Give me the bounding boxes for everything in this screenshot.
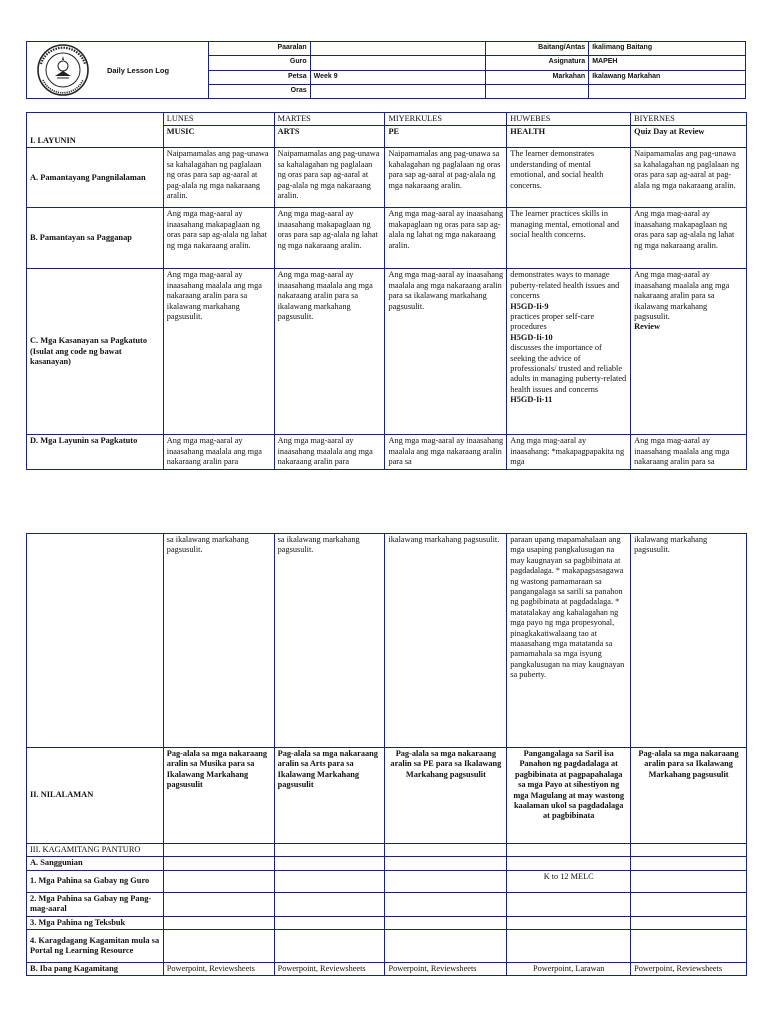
value-petsa: Week 9 [310, 70, 486, 84]
cell-b-martes: Ang mga mag-aaral ay inaasahang makapaglaan ng oras para sap ag-alala ng lahat ng mga nakaraang aralin. [274, 208, 385, 269]
cell-nil-martes: Pag-alala sa mga nakaraang aralin sa Arts para sa Ikalawang Markahang pagsusulit [274, 748, 385, 844]
header-table [26, 41, 746, 99]
row-label-layunin-sa-pagkatuto: D. Mga Layunin sa Pagkatuto [27, 435, 164, 470]
row-label-karagdagang-kagamitan: 4. Karagdagang Kagamitan mula sa Portal ng Learning Resource [27, 930, 164, 963]
cell-tb-miyerkules [385, 916, 507, 929]
health-competency-3: discusses the importance of seeking the advice of professionals/ trusted and reliable adults in managing puberty-related health issues and concerns [510, 343, 627, 394]
cell-d-biyernes: Ang mga mag-aaral ay inaasahang maalala ang mga nakaraang aralin para sa [631, 435, 747, 470]
value-baitang: Ikalimang Baitang [589, 42, 746, 56]
health-code-3: H5GD-Ii-11 [510, 395, 553, 405]
cell-c-biyernes [631, 269, 747, 435]
value-asignatura: MAPEH [589, 56, 746, 70]
cell-sang-miyerkules [385, 857, 507, 870]
day-huwebes: HUWEBES [507, 113, 631, 126]
row-label-nilalaman: II. NILALAMAN [27, 748, 164, 844]
cell-c-martes: Ang mga mag-aaral ay inaasahang maalala ang mga nakaraang aralin para sa ikalawang markahang pagsusulit. [274, 269, 385, 435]
cell-d2-miyerkules: ikalawang markahang pagsusulit. [385, 534, 507, 748]
friday-review: Review [634, 322, 660, 332]
cell-a-miyerkules: Naipamamalas ang pag-unawa sa kahalagahan ng paglalaan ng oras para sap ag-aaral at pag-alala ng mga nakaraang aralin. [385, 148, 507, 208]
label-asignatura: Asignatura [486, 56, 589, 70]
label-paaralan: Paaralan [208, 42, 310, 56]
row-label-gabay-guro: 1. Mga Pahina sa Gabay ng Guro [27, 870, 164, 892]
cell-kag-martes [274, 844, 385, 857]
cell-gg-martes [274, 870, 385, 892]
cell-b-lunes: Ang mga mag-aaral ay inaasahang makapaglaan ng oras para sap ag-alala ng lahat ng mga nakaraang aralin. [163, 208, 274, 269]
health-competency-1: demonstrates ways to manage puberty-related health issues and concerns [510, 270, 620, 301]
layunin-heading: I. LAYUNIN [27, 113, 164, 148]
cell-ib-miyerkules: Powerpoint, Reviewsheets [385, 963, 507, 976]
label-markahan: Markahan [486, 70, 589, 84]
cell-a-martes: Naipamamalas ang pag-unawa sa kahalagahan ng paglalaan ng oras para sap ag-aaral at pag-alala ng mga nakaraang aralin. [274, 148, 385, 208]
value-oras [310, 84, 486, 98]
cell-kag-lunes [163, 844, 274, 857]
cell-kk-martes [274, 930, 385, 963]
cell-kk-lunes [163, 930, 274, 963]
cell-nil-huwebes: Pangangalaga sa Saril isa Panahon ng pagdadalaga at pagbibinata at pagpapahalaga sa mga Payo at sihestiyon ng mga Magulang at may wastong kaalaman ukol sa pagdadalaga at pagbibinata [507, 748, 631, 844]
cell-ib-martes: Powerpoint, Reviewsheets [274, 963, 385, 976]
health-code-1: H5GD-Ii-9 [510, 301, 549, 311]
cell-nil-lunes: Pag-alala sa mga nakaraang aralin sa Musika para sa Ikalawang Markahang pagsusulit [163, 748, 274, 844]
header-logo-cell [27, 42, 209, 99]
deped-seal-icon [31, 42, 95, 98]
cell-b-huwebes: The learner practices skills in managing mental, emotional and social health concerns. [507, 208, 631, 269]
cell-kag-huwebes [507, 844, 631, 857]
cell-kag-biyernes [631, 844, 747, 857]
cell-a-huwebes: The learner demonstrates understanding of mental emotional, and social health concerns. [507, 148, 631, 208]
day-martes: MARTES [274, 113, 385, 126]
value-guro [310, 56, 486, 70]
day-biyernes: BIYERNES [631, 113, 747, 126]
row-label-sanggunian: A. Sanggunian [27, 857, 164, 870]
cell-gm-biyernes [631, 892, 747, 916]
subject-health: HEALTH [507, 126, 631, 148]
cell-b-miyerkules: Ang mga mag-aaral ay inaasahang makapaglaan ng oras para sap ag-alala ng lahat ng mga nakaraang aralin. [385, 208, 507, 269]
cell-d-huwebes: Ang mga mag-aaral ay inaasahang: *makapagpapakita ng mga [507, 435, 631, 470]
cell-gm-miyerkules [385, 892, 507, 916]
cell-sang-martes [274, 857, 385, 870]
cell-gg-huwebes: K to 12 MELC [507, 870, 631, 892]
row-label-layunin-cont [27, 534, 164, 748]
cell-gm-lunes [163, 892, 274, 916]
cell-ib-lunes: Powerpoint, Reviewsheets [163, 963, 274, 976]
cell-gm-huwebes [507, 892, 631, 916]
value-markahan: Ikalawang Markahan [589, 70, 746, 84]
cell-d2-lunes: sa ikalawang markahang pagsusulit. [163, 534, 274, 748]
cell-kag-miyerkules [385, 844, 507, 857]
cell-nil-miyerkules: Pag-alala sa mga nakaraang aralin sa PE para sa Ikalawang Markahang pagsusulit [385, 748, 507, 844]
cell-ib-biyernes: Powerpoint, Reviewsheets [631, 963, 747, 976]
subject-quiz: Quiz Day at Review [631, 126, 747, 148]
cell-nil-biyernes: Pag-alala sa mga nakaraang aralin para sa Ikalawang Markahang pagsusulit [631, 748, 747, 844]
lesson-table-part-1 [26, 112, 747, 470]
cell-gg-biyernes [631, 870, 747, 892]
cell-d-miyerkules: Ang mga mag-aaral ay inaasahang maalala ang mga nakaraang aralin para sa [385, 435, 507, 470]
row-label-gabay-mag-aaral: 2. Mga Pahina sa Gabay ng Pang-mag-aaral [27, 892, 164, 916]
cell-gm-martes [274, 892, 385, 916]
label-petsa: Petsa [208, 70, 310, 84]
cell-d2-biyernes: ikalawang markahang pagsusulit. [631, 534, 747, 748]
label-guro: Guro [208, 56, 310, 70]
document-title: Daily Lesson Log [106, 65, 170, 75]
cell-d2-martes: sa ikalawang markahang pagsusulit. [274, 534, 385, 748]
day-lunes: LUNES [163, 113, 274, 126]
subject-pe: PE [385, 126, 507, 148]
cell-tb-martes [274, 916, 385, 929]
label-empty [486, 84, 589, 98]
lesson-table-part-2 [26, 533, 747, 976]
row-label-teksbuk: 3. Mga Pahina ng Teksbuk [27, 916, 164, 929]
health-code-2: H5GD-Ii-10 [510, 332, 553, 342]
subject-music: MUSIC [163, 126, 274, 148]
cell-sang-huwebes [507, 857, 631, 870]
cell-c-miyerkules: Ang mga mag-aaral ay inaasahang maalala ang mga nakaraang aralin para sa ikalawang markahang pagsusulit. [385, 269, 507, 435]
cell-c-lunes: Ang mga mag-aaral ay inaasahang maalala ang mga nakaraang aralin para sa ikalawang markahang pagsusulit. [163, 269, 274, 435]
label-oras: Oras [208, 84, 310, 98]
cell-gg-lunes [163, 870, 274, 892]
cell-sang-biyernes [631, 857, 747, 870]
cell-ib-huwebes: Powerpoint, Larawan [507, 963, 631, 976]
cell-d2-huwebes: paraan upang mapamahalaan ang mga usaping pangkalusugan na may kaugnayan sa pagbibinata at pagdadalaga. * makapagsasagawa ng wastong pamamaraan sa pangangalaga sa sarili sa panahon ng pagbibinata at pagdadalaga. * matatalakay ang kahalagahan ng mga payo ng mga propesyonal, pinagkakatiwalaang tao at maaasahang mga matatanda sa pamamahala sa mga isyung pangkalusugan na may kaugnayan sa puberty. [507, 534, 631, 748]
cell-kk-huwebes [507, 930, 631, 963]
cell-sang-lunes [163, 857, 274, 870]
value-paaralan [310, 42, 486, 56]
friday-competency: Ang mga mag-aaral ay inaasahang maalala ang mga nakaraang aralin para sa ikalawang markahang pagsusulit. [634, 270, 730, 322]
value-empty [589, 84, 746, 98]
subject-arts: ARTS [274, 126, 385, 148]
cell-kk-miyerkules [385, 930, 507, 963]
row-label-pamantayang-pangnilalaman: A. Pamantayang Pangnilalaman [27, 148, 164, 208]
label-baitang: Baitang/Antas [486, 42, 589, 56]
day-miyerkules: MIYERKULES [385, 113, 507, 126]
cell-a-biyernes: Naipamamalas ang pag-unawa sa kahalagahan ng paglalaan ng oras para sap ag-aaral at pag-alala ng mga nakaraang aralin. [631, 148, 747, 208]
cell-kk-biyernes [631, 930, 747, 963]
cell-tb-huwebes [507, 916, 631, 929]
cell-gg-miyerkules [385, 870, 507, 892]
cell-d-lunes: Ang mga mag-aaral ay inaasahang maalala ang mga nakaraang aralin para [163, 435, 274, 470]
cell-a-lunes: Naipamamalas ang pag-unawa sa kahalagahan ng paglalaan ng oras para sap ag-aaral at pag-alala ng mga nakaraang aralin. [163, 148, 274, 208]
cell-tb-biyernes [631, 916, 747, 929]
cell-tb-lunes [163, 916, 274, 929]
row-label-iba-pang-kagamitan: B. Iba pang Kagamitang [27, 963, 164, 976]
row-label-kagamitan: III. KAGAMITANG PANTURO [27, 844, 164, 857]
cell-b-biyernes: Ang mga mag-aaral ay inaasahang makapaglaan ng oras para sap ag-alala ng lahat ng mga nakaraang aralin. [631, 208, 747, 269]
health-competency-2: practices proper self-care procedures [510, 312, 595, 332]
row-label-kasanayan: C. Mga Kasanayan sa Pagkatuto (Isulat ang code ng bawat kasanayan) [27, 269, 164, 435]
row-label-pamantayan-sa-pagganap: B. Pamantayan sa Pagganap [27, 208, 164, 269]
cell-d-martes: Ang mga mag-aaral ay inaasahang maalala ang mga nakaraang aralin para [274, 435, 385, 470]
cell-c-huwebes [507, 269, 631, 435]
